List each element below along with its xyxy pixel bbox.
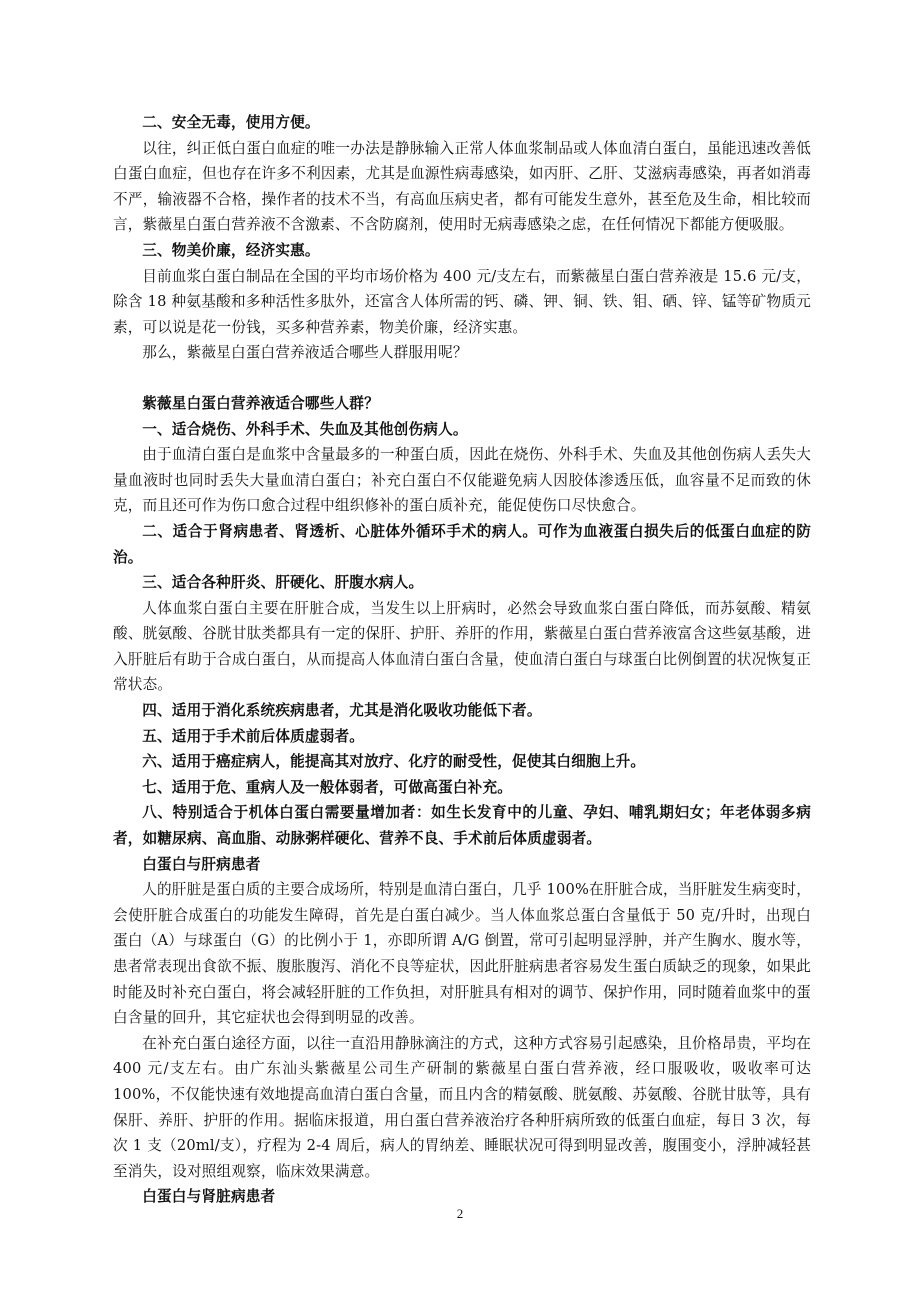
section-heading: 二、安全无毒，使用方便。	[142, 114, 320, 131]
paragraph: 在补充白蛋白途径方面，以往一直沿用静脉滴注的方式，这种方式容易引起感染，且价格昂贵，平均在 400 元/支左右。由广东汕头紫薇星公司生产研制的紫薇星白蛋白营养液，经口服吸收，吸收率可达 100%，不仅能快速有效地提高血清白蛋白含量，而且内含的精氨酸、胱氨酸、苏氨酸、谷胱甘肽等，具有保肝、养肝、护肝的作用。据临床报道，用白蛋白营养液治疗各种肝病所致的低蛋白血症，每日 3 次，每次 1 支（20ml/支），疗程为 2-4 周后，病人的胃纳差、睡眠状况可得到明显改善，腹围变小，浮肿减轻甚至消失，设对照组观察，临床效果满意。	[113, 1034, 811, 1180]
paragraph: 人的肝脏是蛋白质的主要合成场所，特别是血清白蛋白，几乎 100%在肝脏合成，当肝脏发生病变时，会使肝脏合成蛋白的功能发生障碍，首先是白蛋白减少。当人体血浆总蛋白含量低于 50 克/升时，出现白蛋白（A）与球蛋白（G）的比例小于 1，亦即所谓 A/G 倒置，常可引起明显浮肿，并产生胸水、腹水等，患者常表现出食欲不振、腹胀腹泻、消化不良等症状，因此肝脏病患者容易发生蛋白质缺乏的现象，如果此时能及时补充白蛋白，将会减轻肝脏的工作负担，对肝脏具有相对的调节、保护作用，同时随着血浆中的蛋白含量的回升，其它症状也会得到明显的改善。	[113, 881, 811, 1027]
section-heading: 二、适合于肾病患者、肾透析、心脏体外循环手术的病人。可作为血液蛋白损失后的低蛋白血症的防治。	[113, 522, 811, 566]
section-heading: 八、特别适合于机体白蛋白需要量增加者：如生长发育中的儿童、孕妇、哺乳期妇女；年老体弱多病者，如糖尿病、高血脂、动脉粥样硬化、营养不良、手术前后体质虚弱者。	[113, 804, 811, 848]
paragraph: 那么，紫薇星白蛋白营养液适合哪些人群服用呢？	[142, 344, 468, 362]
section-heading: 四、适用于消化系统疾病患者，尤其是消化吸收功能低下者。	[142, 702, 542, 720]
blank-line	[113, 366, 811, 391]
page-number: 2	[456, 1206, 464, 1221]
section-heading: 五、适用于手术前后体质虚弱者。	[142, 727, 365, 745]
paragraph: 以往，纠正低白蛋白血症的唯一办法是静脉输入正常人体血浆制品或人体血清白蛋白，虽能迅速改善低白蛋白血症，但也存在许多不利因素，尤其是血源性病毒感染，如丙肝、乙肝、艾滋病毒感染，再者如消毒不严，输液器不合格，操作者的技术不当，有高血压病史者，都有可能发生意外，甚至危及生命，相比较而言，紫薇星白蛋白营养液不含激素、不含防腐剂，使用时无病毒感染之虑，在任何情况下都能方便吸服。	[113, 139, 811, 234]
section-heading: 白蛋白与肾脏病患者	[142, 1188, 276, 1206]
section-heading: 七、适用于危、重病人及一般体弱者，可做高蛋白补充。	[142, 778, 513, 796]
section-heading: 六、适用于癌症病人，能提高其对放疗、化疗的耐受性，促使其白细胞上升。	[142, 753, 646, 771]
section-heading: 三、适合各种肝炎、肝硬化、肝腹水病人。	[142, 574, 424, 592]
document-body	[113, 110, 811, 1210]
paragraph: 人体血浆白蛋白主要在肝脏合成，当发生以上肝病时，必然会导致血浆白蛋白降低，而苏氨酸、精氨酸、胱氨酸、谷胱甘肽类都具有一定的保肝、护肝、养肝的作用，紫薇星白蛋白营养液富含这些氨基酸，进入肝脏后有助于合成白蛋白，从而提高人体血清白蛋白含量，使血清白蛋白与球蛋白比例倒置的状况恢复正常状态。	[113, 599, 811, 694]
section-heading: 三、物美价廉，经济实惠。	[142, 241, 320, 259]
section-heading: 白蛋白与肝病患者	[142, 855, 261, 873]
section-heading: 紫薇星白蛋白营养液适合哪些人群？	[142, 394, 379, 412]
paragraph: 由于血清白蛋白是血浆中含量最多的一种蛋白质，因此在烧伤、外科手术、失血及其他创伤病人丢失大量血液时也同时丢失大量血清白蛋白；补充白蛋白不仅能避免病人因胶体渗透压低，血容量不足而致的休克，而且还可作为伤口愈合过程中组织修补的蛋白质补充，能促使伤口尽快愈合。	[113, 446, 811, 515]
paragraph: 目前血浆白蛋白制品在全国的平均市场价格为 400 元/支左右，而紫薇星白蛋白营养液是 15.6 元/支，除含 18 种氨基酸和多种活性多肽外，还富含人体所需的钙、磷、钾、铜、铁、钼、硒、锌、锰等矿物质元素，可以说是花一份钱，买多种营养素，物美价廉，经济实惠。	[113, 267, 811, 336]
section-heading: 一、适合烧伤、外科手术、失血及其他创伤病人。	[142, 420, 468, 438]
